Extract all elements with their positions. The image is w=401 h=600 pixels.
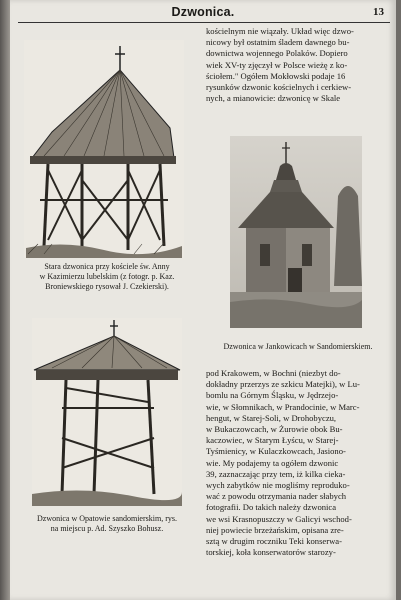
figure-photo-jankowice [230,136,362,328]
text-column-top-right: kościelnym nie wiązały. Układ więc dzwo- nicowy był ostatnim śladem dawnego bu- downictwa wojennego Polaków. Dopiero wiek XV-ty zjęczył w Polsce wieżę z ko- ściołem." Ogółem Mokłowski podaje 16 rysunków dzwonic kościelnych i cerkiew- nych, a mianowicie: dzwonicę w Skale [206,26,354,104]
figure-belfry-kazimierz [24,40,184,258]
caption-figure-3: Dzwonica w Jankowicach w Sandomierskiem. [223,342,373,351]
figure-belfry-opatow [32,318,182,506]
page-number: 13 [373,6,384,18]
text-column-bottom-right: pod Krakowem, w Bochni (niezbyt do- dokładny przerzys ze szkicu Matejki), w Lu- bomlu na Górnym Śląsku, w Jędrzejo- wie, w Słomnikach, w Prandocinie, w Marc- hengut, w Starej-Soli, w Drohobyczu, w Bukaczowcach, w Żurowie obok Bu- kaczowiec, w Starym Łyścu, w Starej- Tyśmienicy, w Kulaczkowcach, Jasiono- wie. My podajemy ta ogółem dzwonic 39, zaznaczając przy tem, iż kilka cieka- wych zabytków nie mogliśmy reproduko- wać z powodu otrzymania nader słabych fotografii. Do takich należy dzwonica we wsi Krasnopuszczy w Galicyi wschod- niej powiecie brzeżańskim, opisana zre- sztą w drugim roczniku Teki konserwa- torskiej, koła konserwatorów starozy- [206,368,360,558]
caption-figure-1: Stara dzwonica przy kościele św. Anny w Kazimierzu lubelskim (z fotogr. p. Kaz. Broniewskiego rysował J. Czekierski). [39,262,175,291]
belfry-photo [230,136,362,328]
belfry-drawing-1 [24,40,184,258]
belfry-drawing-2 [32,318,182,506]
caption-figure-2: Dzwonica w Opatowie sandomierskim, rys. na miejscu p. Ad. Szyszko Bohusz. [37,514,177,533]
book-page [10,0,396,600]
header-rule [18,22,390,23]
running-head-title: Dzwonica. [171,5,235,19]
page-edge-shadow [0,0,10,600]
